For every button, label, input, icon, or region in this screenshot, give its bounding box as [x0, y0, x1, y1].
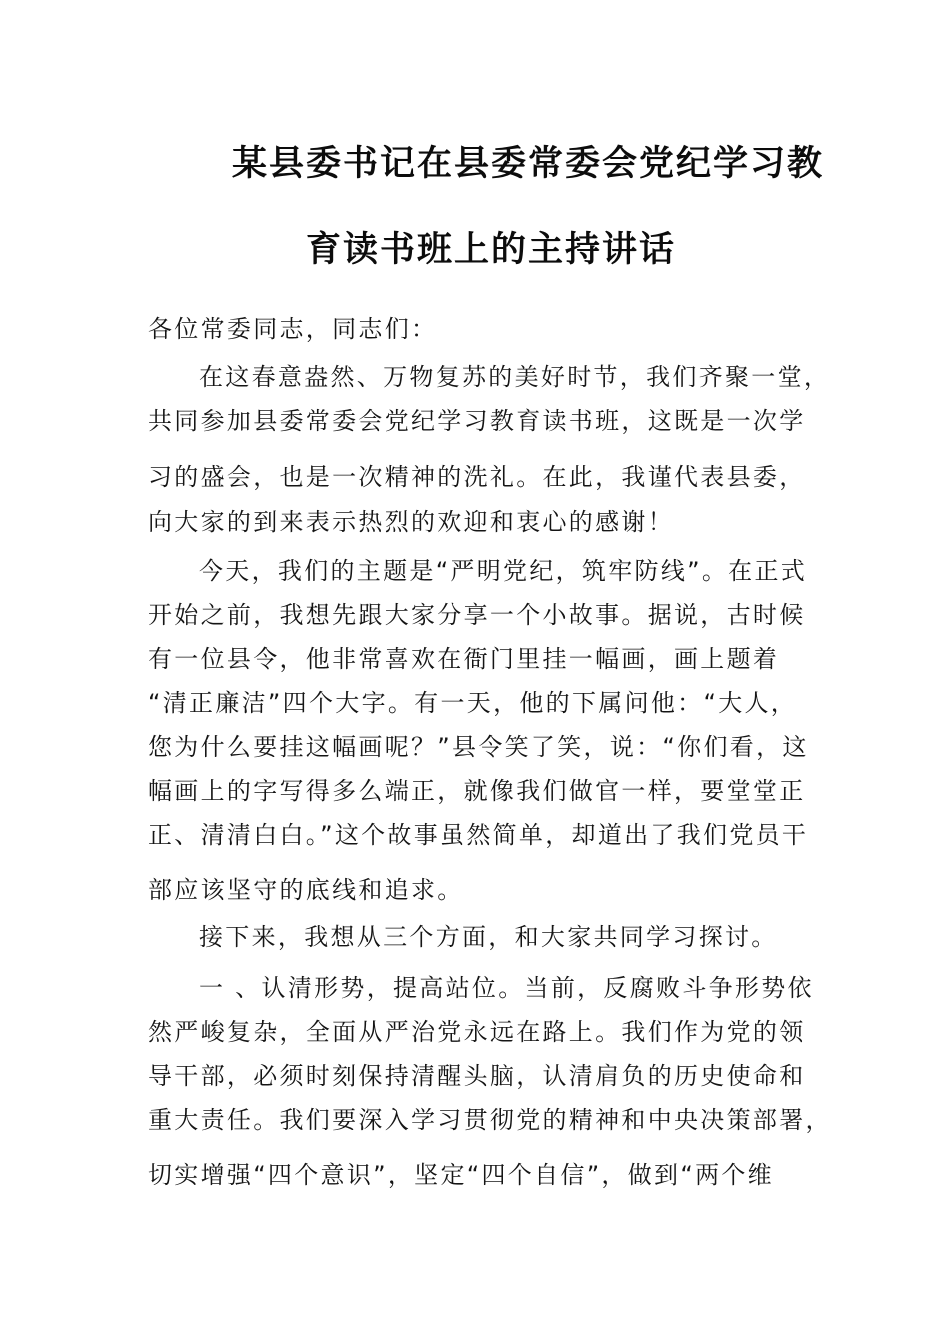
text-line: 开始之前，我想先跟大家分享一个小故事。据说，古时候: [148, 601, 806, 629]
salutation: 各位常委同志，同志们：: [148, 315, 438, 343]
document-title-line-2: 育读书班上的主持讲话: [306, 230, 677, 270]
text-line: 向大家的到来表示热烈的欢迎和衷心的感谢！: [148, 508, 674, 536]
text-line: 您为什么要挂这幅画呢？”县令笑了笑，说：“你们看，这: [148, 733, 809, 761]
document-title-line-1: 某县委书记在县委常委会党纪学习教: [232, 144, 825, 184]
text-line: 今天，我们的主题是“严明党纪，筑牢防线”。在正式: [199, 557, 808, 585]
text-line: 切实增强“四个意识”，坚定“四个自信”，做到“两个维: [148, 1161, 774, 1189]
text-line: 习的盛会，也是一次精神的洗礼。在此，我谨代表县委，: [148, 463, 806, 491]
text-line: 一 、认清形势，提高站位。当前，反腐败斗争形势依: [199, 974, 814, 1002]
text-line: 共同参加县委常委会党纪学习教育读书班，这既是一次学: [148, 407, 806, 435]
text-line: 正、清清白白。”这个故事虽然简单，却道出了我们党员干: [148, 821, 809, 849]
text-line: 有一位县令，他非常喜欢在衙门里挂一幅画，画上题着: [148, 645, 780, 673]
text-line: 幅画上的字写得多么端正，就像我们做官一样，要堂堂正: [148, 777, 806, 805]
text-line: 在这春意盎然、万物复苏的美好时节，我们齐聚一堂，: [199, 363, 831, 391]
text-line: 接下来，我想从三个方面，和大家共同学习探讨。: [199, 923, 778, 951]
text-line: 部应该坚守的底线和追求。: [148, 876, 464, 904]
text-line: 重大责任。我们要深入学习贯彻党的精神和中央决策部署，: [148, 1106, 832, 1134]
text-line: 导干部，必须时刻保持清醒头脑，认清肩负的历史使命和: [148, 1062, 806, 1090]
text-line: 然严峻复杂，全面从严治党永远在路上。我们作为党的领: [148, 1018, 806, 1046]
text-line: “清正廉洁”四个大字。有一天，他的下属问他：“大人，: [148, 689, 798, 717]
